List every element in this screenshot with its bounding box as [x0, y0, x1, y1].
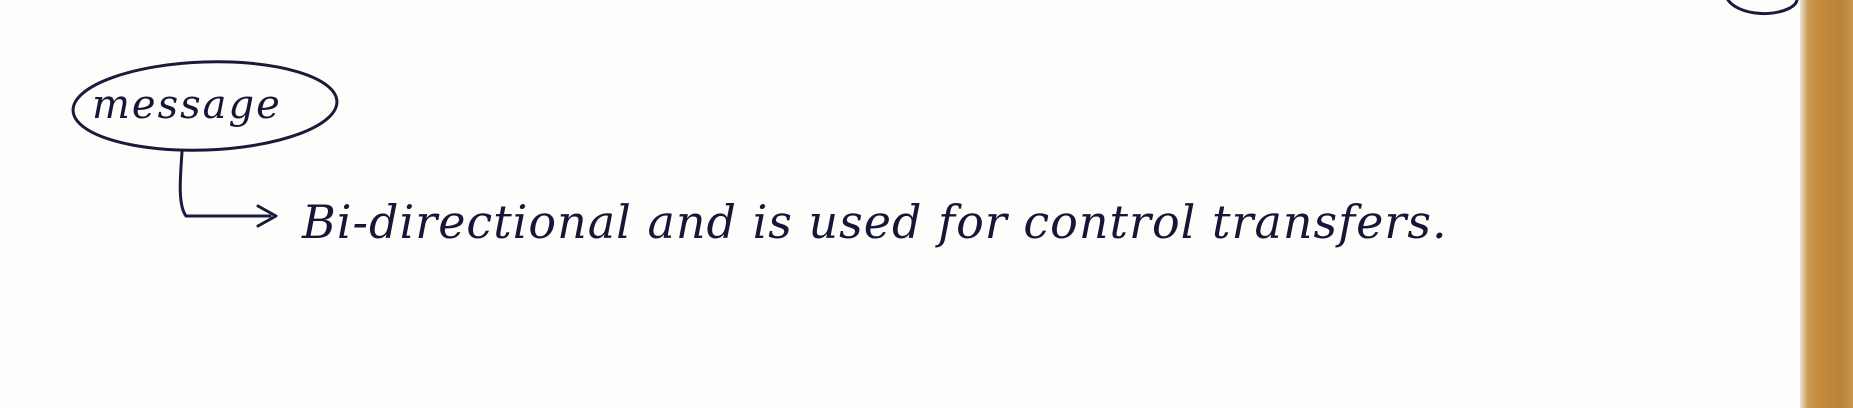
definition-text: Bi-directional and is used for control transfers. [302, 195, 1448, 249]
connector-line [180, 152, 270, 216]
term-label: message [92, 82, 282, 128]
corner-scribble [1728, 0, 1797, 14]
